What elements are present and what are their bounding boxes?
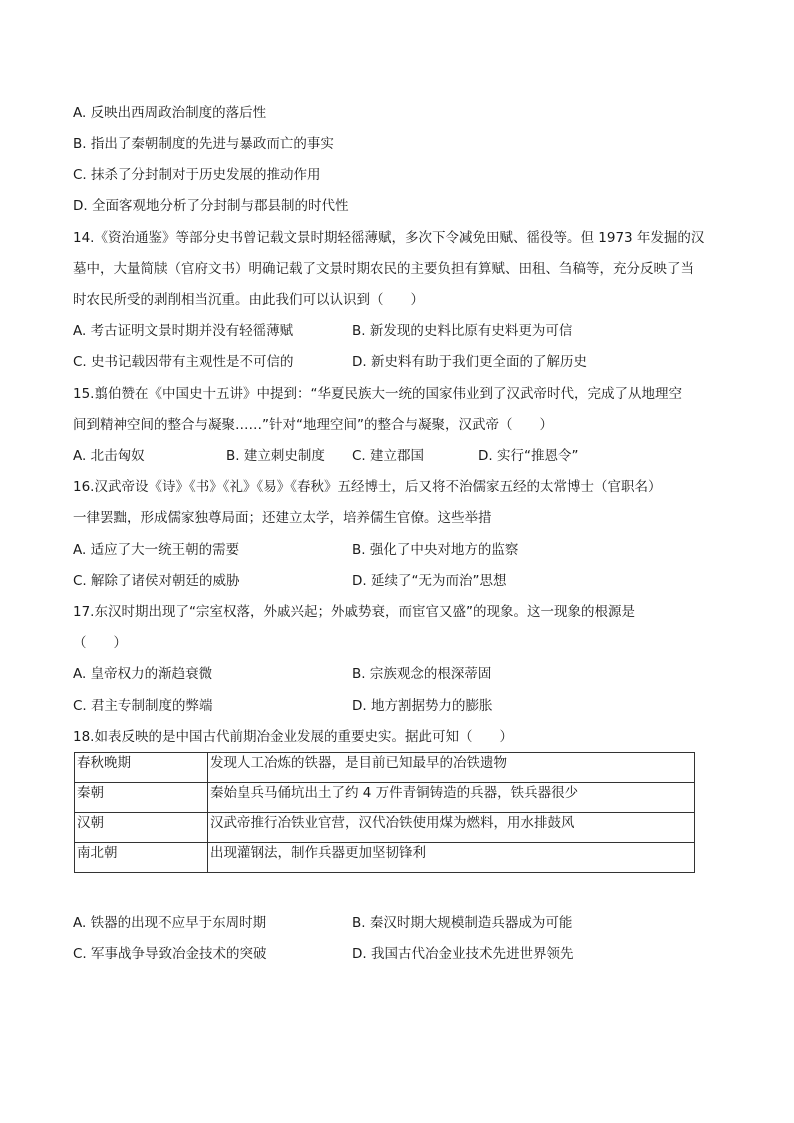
q17-option-b: B. 宗族观念的根深蒂固 bbox=[352, 666, 492, 682]
q18-stem: 18.如表反映的是中国古代前期冶金业发展的重要史实。据此可知（ ） bbox=[73, 729, 513, 745]
q14-option-c: C. 史书记载因带有主观性是不可信的 bbox=[73, 354, 294, 370]
q16-option-a: A. 适应了大一统王朝的需要 bbox=[73, 542, 240, 558]
q16-stem-line1: 16.汉武帝设《诗》《书》《礼》《易》《春秋》五经博士，后又将不治儒家五经的太常博士（官职名） bbox=[73, 479, 662, 495]
table-row bbox=[75, 753, 695, 783]
q15-option-b: B. 建立刺史制度 bbox=[226, 448, 325, 464]
q16-option-b: B. 强化了中央对地方的监察 bbox=[352, 542, 519, 558]
q17-option-a: A. 皇帝权力的渐趋衰微 bbox=[73, 666, 213, 682]
table-cell-fact: 出现灌钢法，制作兵器更加坚韧锋利 bbox=[208, 843, 695, 873]
table-cell-fact: 汉武帝推行冶铁业官营，汉代冶铁使用煤为燃料，用水排鼓风 bbox=[208, 813, 695, 843]
table-row bbox=[75, 783, 695, 813]
q17-option-d: D. 地方割据势力的膨胀 bbox=[352, 698, 493, 714]
q14-option-a: A. 考古证明文景时期并没有轻徭薄赋 bbox=[73, 323, 294, 339]
q14-stem-line1: 14.《资治通鉴》等部分史书曾记载文景时期轻徭薄赋，多次下令减免田赋、徭役等。但 1973 年发掘的汉 bbox=[73, 230, 705, 246]
q15-option-c: C. 建立郡国 bbox=[352, 448, 425, 464]
metallurgy-table bbox=[74, 752, 695, 873]
q17-option-c: C. 君主专制制度的弊端 bbox=[73, 698, 213, 714]
q15-option-d: D. 实行“推恩令” bbox=[478, 448, 579, 464]
q18-option-c: C. 军事战争导致冶金技术的突破 bbox=[73, 946, 267, 962]
q18-option-a: A. 铁器的出现不应早于东周时期 bbox=[73, 915, 267, 931]
table-cell-period: 春秋晚期 bbox=[75, 753, 208, 783]
q16-option-d: D. 延续了“无为而治”思想 bbox=[352, 573, 507, 589]
q16-option-c: C. 解除了诸侯对朝廷的威胁 bbox=[73, 573, 240, 589]
q13-option-c: C. 抹杀了分封制对于历史发展的推动作用 bbox=[73, 167, 321, 183]
table-cell-fact: 发现人工冶炼的铁器，是目前已知最早的冶铁遗物 bbox=[208, 753, 695, 783]
table-cell-period: 秦朝 bbox=[75, 783, 208, 813]
table-cell-fact: 秦始皇兵马俑坑出土了约 4 万件青铜铸造的兵器，铁兵器很少 bbox=[208, 783, 695, 813]
q18-option-b: B. 秦汉时期大规模制造兵器成为可能 bbox=[352, 915, 573, 931]
table-row bbox=[75, 843, 695, 873]
table-cell-period: 汉朝 bbox=[75, 813, 208, 843]
q15-option-a: A. 北击匈奴 bbox=[73, 448, 145, 464]
q13-option-a: A. 反映出西周政治制度的落后性 bbox=[73, 105, 267, 121]
q14-option-b: B. 新发现的史料比原有史料更为可信 bbox=[352, 323, 573, 339]
q16-stem-line2: 一律罢黜，形成儒家独尊局面；还建立太学，培养儒生官僚。这些举措 bbox=[73, 510, 492, 526]
q18-option-d: D. 我国古代冶金业技术先进世界领先 bbox=[352, 946, 574, 962]
q17-stem-line2: （ ） bbox=[73, 635, 127, 651]
q17-stem-line1: 17.东汉时期出现了“宗室权落，外戚兴起；外戚势衰，而宦官又盛”的现象。这一现象的根源是 bbox=[73, 604, 635, 620]
q14-stem-line2: 墓中，大量简牍（官府文书）明确记载了文景时期农民的主要负担有算赋、田租、刍稿等，充分反映了当 bbox=[73, 261, 694, 277]
q13-option-b: B. 指出了秦朝制度的先进与暴政而亡的事实 bbox=[73, 136, 334, 152]
q14-option-d: D. 新史料有助于我们更全面的了解历史 bbox=[352, 354, 587, 370]
table-row bbox=[75, 813, 695, 843]
q13-option-d: D. 全面客观地分析了分封制与郡县制的时代性 bbox=[73, 198, 349, 214]
q15-stem-line2: 间到精神空间的整合与凝聚……”针对“地理空间”的整合与凝聚，汉武帝（ ） bbox=[73, 417, 553, 433]
q14-stem-line3: 时农民所受的剥削相当沉重。由此我们可以认识到（ ） bbox=[73, 292, 424, 308]
q15-stem-line1: 15.翦伯赞在《中国史十五讲》中提到：“华夏民族大一统的国家伟业到了汉武帝时代，完成了从地理空 bbox=[73, 386, 682, 402]
table-cell-period: 南北朝 bbox=[75, 843, 208, 873]
